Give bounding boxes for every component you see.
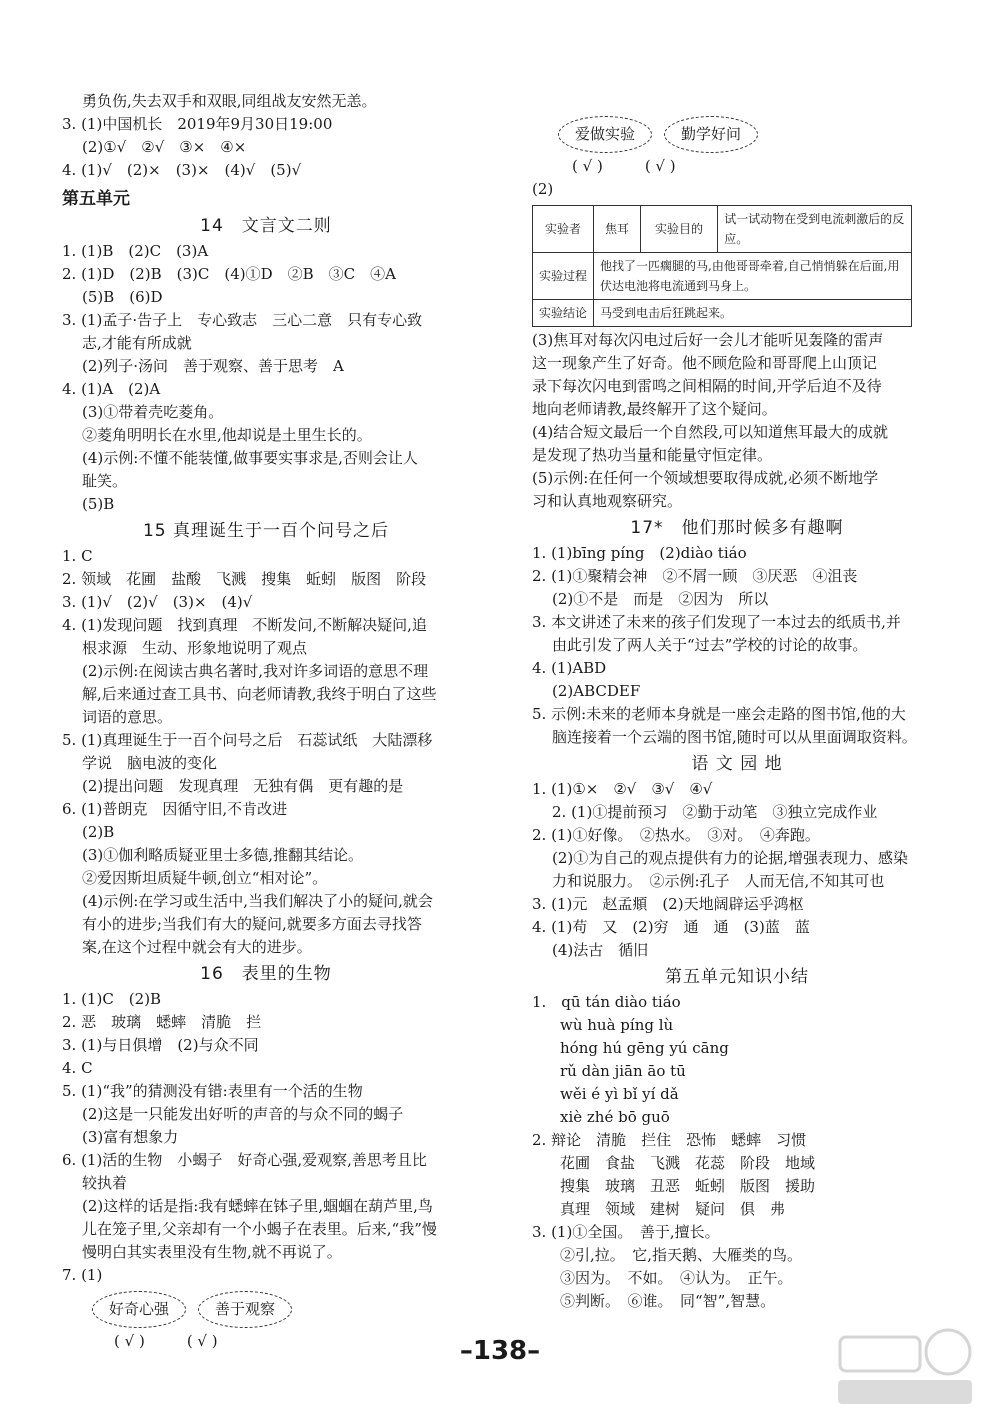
- text-line: 耻笑。: [82, 472, 128, 490]
- text-line: 2. 领域 花圃 盐酸 飞溅 搜集 蚯蚓 版图 阶段: [62, 570, 427, 588]
- text-line: 由此引发了两人关于“过去”学校的讨论的故事。: [552, 636, 868, 654]
- text-line: 志,才能有所成就: [82, 334, 192, 352]
- text-line: 6. (1)普朗克 因循守旧,不肯改进: [62, 800, 288, 818]
- text-line: 有小的进步;当我们有大的疑问,就要多方面去寻找答: [82, 915, 422, 933]
- table-cell: 实验过程: [533, 253, 594, 300]
- table-cell: 实验目的: [640, 206, 717, 253]
- text-line: (4)结合短文最后一个自然段,可以知道焦耳最大的成就: [532, 423, 889, 441]
- text-line: 力和说服力。 ②示例:孔子 人而无信,不知其可也: [552, 872, 885, 890]
- text-line: 5. (1)“我”的猜测没有错:表里有一个活的生物: [62, 1082, 363, 1100]
- text-line: 2. (1)①聚精会神 ②不屑一顾 ③厌恶 ④沮丧: [532, 567, 858, 585]
- table-cell: 焦耳: [594, 206, 641, 253]
- text-line: 搜集 玻璃 丑恶 蚯蚓 版图 援助: [560, 1177, 816, 1195]
- text-line: 是发现了热功当量和能量守恒定律。: [532, 446, 773, 464]
- text-line: 解,后来通过查工具书、向老师请教,我终于明白了这些: [82, 685, 437, 703]
- text-line: ②引,拉。 它,指天鹅、大雁类的鸟。: [560, 1246, 803, 1264]
- text-line: ③因为。 不如。 ④认为。 正午。: [560, 1269, 793, 1287]
- text-line: 勇负伤,失去双手和双眼,同组战友安然无恙。: [82, 92, 377, 110]
- text-line: 真理 领域 建树 疑问 俱 弗: [560, 1200, 786, 1218]
- trait-oval: 好奇心强: [92, 1291, 186, 1328]
- table-cell: 马受到电击后狂跳起来。: [594, 300, 912, 327]
- text-line: hóng hú gēng yú cāng: [560, 1039, 729, 1057]
- text-line: (4)法古 循旧: [552, 941, 649, 959]
- text-line: 花圃 食盐 飞溅 花蕊 阶段 地域: [560, 1154, 816, 1172]
- check-mark: ( √ ): [572, 157, 603, 175]
- text-line: 习和认真地观察研究。: [532, 492, 683, 510]
- text-line: 2. 恶 玻璃 蟋蟀 清脆 拦: [62, 1013, 262, 1031]
- text-line: 2. (1)D (2)B (3)C (4)①D ②B ③C ④A: [62, 265, 396, 283]
- text-line: ②菱角明明长在水里,他却说是土里生长的。: [82, 426, 372, 444]
- text-line: wěi é yì bǐ yí dǎ: [560, 1085, 679, 1103]
- text-line: (5)B (6)D: [82, 288, 163, 306]
- right-column: [532, 112, 942, 1313]
- text-line: (3)焦耳对每次闪电过后好一会儿才能听见轰隆的雷声: [532, 331, 884, 349]
- check-mark: ( √ ): [186, 1332, 218, 1350]
- text-line: 6. (1)活的生物 小蝎子 好奇心强,爱观察,善思考且比: [62, 1151, 427, 1169]
- text-line: (2)①√ ②√ ③× ④×: [82, 138, 247, 156]
- text-line: 4. (1)A (2)A: [62, 380, 161, 398]
- text-line: 1. (1)C (2)B: [62, 990, 162, 1008]
- text-line: 1. C: [62, 547, 93, 565]
- trait-oval: 善于观察: [198, 1291, 292, 1328]
- text-line: (3)①带着壳吃菱角。: [82, 403, 224, 421]
- text-line: (2)①不是 而是 ②因为 所以: [552, 590, 769, 608]
- text-line: 3. (1)√ (2)√ (3)× (4)√: [62, 593, 253, 611]
- text-line: (2)提出问题 发现真理 无独有偶 更有趣的是: [82, 777, 404, 795]
- text-line: 案,在这个过程中就会有大的进步。: [82, 938, 312, 956]
- text-line: 较执着: [82, 1174, 128, 1192]
- text-line: (2)列子·汤问 善于观察、善于思考 A: [82, 357, 344, 375]
- text-line: 词语的意思。: [82, 708, 173, 726]
- text-line: 2. (1)①好像。 ②热水。 ③对。 ④奔跑。: [532, 826, 820, 844]
- text-line: 2. 辩论 清脆 拦住 恐怖 蟋蟀 习惯: [532, 1131, 807, 1149]
- lesson-title: 17* 他们那时候多有趣啊: [630, 518, 844, 538]
- text-line: (2)这是一只能发出好听的声音的与众不同的蝎子: [82, 1105, 404, 1123]
- table-cell: 试一试动物在受到电流刺激后的反应。: [718, 206, 912, 253]
- trait-ovals: [62, 1291, 470, 1328]
- unit-heading: 第五单元: [62, 189, 130, 209]
- text-line: 4. C: [62, 1059, 93, 1077]
- trait-oval: 勤学好问: [664, 116, 758, 153]
- text-line: 这一现象产生了好奇。他不顾危险和哥哥爬上山顶记: [532, 354, 878, 372]
- text-line: 脑连接着一个云端的图书馆,随时可以从里面调取资料。: [552, 728, 917, 746]
- text-line: xiè zhé bō guō: [560, 1108, 670, 1126]
- text-line: 录下每次闪电到雷鸣之间相隔的时间,开学后迫不及待: [532, 377, 882, 395]
- lesson-title: 15 真理诞生于一百个问号之后: [142, 521, 390, 541]
- lesson-title: 16 表里的生物: [200, 964, 332, 984]
- text-line: (5)示例:在任何一个领域想要取得成就,必须不断地学: [532, 469, 879, 487]
- text-line: 3. (1)①全国。 善于,擅长。: [532, 1223, 720, 1241]
- table-cell: 实验者: [533, 206, 594, 253]
- lesson-title: 14 文言文二则: [200, 216, 332, 236]
- text-line: 学说 脑电波的变化: [82, 754, 218, 772]
- text-line: ②爱因斯坦质疑牛顿,创立“相对论”。: [82, 869, 328, 887]
- text-line: wù huà píng lù: [560, 1016, 674, 1034]
- text-line: 3. 本文讲述了未来的孩子们发现了一本过去的纸质书,并: [532, 613, 901, 631]
- page-number: –138–: [459, 1336, 541, 1366]
- text-line: 5. 示例:未来的老师本身就是一座会走路的图书馆,他的大: [532, 705, 906, 723]
- text-line: (3)①伽利略质疑亚里士多德,推翻其结论。: [82, 846, 364, 864]
- text-line: 5. (1)真理诞生于一百个问号之后 石蕊试纸 大陆漂移: [62, 731, 433, 749]
- section-title: 语 文 园 地: [691, 754, 783, 774]
- text-line: rǔ dàn jiān āo tū: [560, 1062, 686, 1080]
- trait-oval: 爱做实验: [558, 116, 652, 153]
- text-line: (2): [532, 180, 554, 198]
- text-line: (5)B: [82, 495, 115, 513]
- trait-checks: [532, 155, 942, 178]
- text-line: 4. (1)√ (2)× (3)× (4)√ (5)√: [62, 161, 302, 179]
- text-line: 根求源 生动、形象地说明了观点: [82, 639, 308, 657]
- table-cell: 实验结论: [533, 300, 594, 327]
- text-line: 3. (1)元 赵孟頫 (2)天地阔辟运乎鸿枢: [532, 895, 804, 913]
- table-cell: 他找了一匹瘸腿的马,由他哥哥牵着,自己悄悄躲在后面,用伏达电池将电流通到马身上。: [594, 253, 912, 300]
- text-line: 3. (1)孟子·告子上 专心致志 三心二意 只有专心致: [62, 311, 423, 329]
- text-line: 儿在笼子里,父亲却有一个小蝎子在表里。后来,“我”慢: [82, 1220, 437, 1238]
- left-column: [62, 90, 470, 1353]
- text-line: 1. qū tán diào tiáo: [532, 993, 681, 1011]
- text-line: (3)富有想象力: [82, 1128, 179, 1146]
- text-line: (2)B: [82, 823, 115, 841]
- watermark-logo: [830, 1322, 980, 1412]
- text-line: 慢明白其实表里没有生物,就不再说了。: [82, 1243, 342, 1261]
- check-mark: ( √ ): [114, 1332, 145, 1350]
- text-line: (2)示例:在阅读古典名著时,我对许多词语的意思不理: [82, 662, 429, 680]
- text-line: (4)示例:不懂不能装懂,做事要实事求是,否则会让人: [82, 449, 418, 467]
- text-line: 7. (1): [62, 1266, 103, 1284]
- text-line: 1. (1)B (2)C (3)A: [62, 242, 209, 260]
- text-line: (4)示例:在学习或生活中,当我们解决了小的疑问,就会: [82, 892, 433, 910]
- text-line: 4. (1)发现问题 找到真理 不断发问,不断解决疑问,追: [62, 616, 427, 634]
- text-line: 1. (1)bīng píng (2)diào tiáo: [532, 544, 747, 562]
- text-line: ⑤判断。 ⑥谁。 同“智”,智慧。: [560, 1292, 776, 1310]
- section-title: 第五单元知识小结: [665, 967, 809, 987]
- text-line: 1. (1)①× ②√ ③√ ④√: [532, 780, 713, 798]
- text-line: 4. (1)苟 又 (2)穷 通 通 (3)蓝 蓝: [532, 918, 810, 936]
- text-line: 3. (1)中国机长 2019年9月30日19:00: [62, 115, 333, 133]
- text-line: 4. (1)ABD: [532, 659, 607, 677]
- trait-ovals: [532, 116, 942, 153]
- text-line: (2)ABCDEF: [552, 682, 641, 700]
- text-line: (2)这样的话是指:我有蟋蟀在钵子里,蝈蝈在葫芦里,鸟: [82, 1197, 433, 1215]
- text-line: 2. (1)①提前预习 ②勤于动笔 ③独立完成作业: [552, 803, 878, 821]
- experiment-table: [532, 205, 912, 327]
- text-line: 地向老师请教,最终解开了这个疑问。: [532, 400, 777, 418]
- text-line: 3. (1)与日俱增 (2)与众不同: [62, 1036, 259, 1054]
- check-mark: ( √ ): [644, 157, 676, 175]
- text-line: (2)①为自己的观点提供有力的论据,增强表现力、感染: [552, 849, 909, 867]
